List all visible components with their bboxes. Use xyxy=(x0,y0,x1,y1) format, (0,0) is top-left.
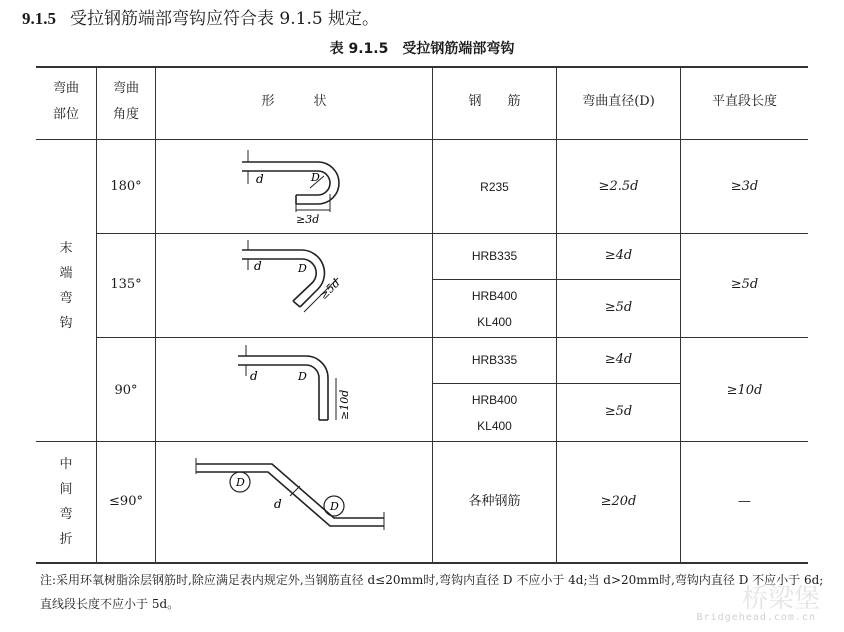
label-d-135: d xyxy=(254,259,262,273)
rebar-135-b: HRB400 KL400 xyxy=(471,289,518,329)
row-rule xyxy=(96,337,808,338)
table-bottom-rule xyxy=(36,562,808,564)
header-angle-line2: 角度 xyxy=(112,107,139,122)
header-angle-line1: 弯曲 xyxy=(112,81,139,96)
rebar-90-a: HRB335 xyxy=(471,353,518,367)
straight-180: ≥3d xyxy=(730,179,759,194)
straight-90: ≥10d xyxy=(726,383,763,398)
rebar-180: R235 xyxy=(480,180,509,194)
header-position-line1: 弯曲 xyxy=(52,81,79,96)
angle-180: 180° xyxy=(110,179,142,194)
angle-90: 90° xyxy=(114,383,138,398)
straight-135: ≥5d xyxy=(730,277,759,292)
rebar-90-b: HRB400 KL400 xyxy=(471,393,518,433)
group-middle-bend: 中 间 弯 折 xyxy=(59,457,73,547)
header-shape: 形 状 xyxy=(261,94,327,109)
header-rebar: 钢 筋 xyxy=(468,94,521,109)
diameter-135-a: ≥4d xyxy=(604,248,633,263)
table-top-rule xyxy=(36,66,808,68)
diameter-180: ≥2.5d xyxy=(598,179,639,194)
section-heading xyxy=(22,4,379,29)
label-d-180: d xyxy=(256,172,264,186)
label-s90: ≥10d xyxy=(338,389,351,420)
table-header-rule xyxy=(36,139,808,140)
diameter-90-b: ≥5d xyxy=(604,404,633,419)
table-note: 注:采用环氧树脂涂层钢筋时,除应满足表内规定外,当钢筋直径 d≤20mm时,弯钩内直径 D 不应小于 4d;当 d>20mm时,弯钩内直径 D 不应小于 6d;直线段长度不应小于 5d。 xyxy=(40,573,824,611)
watermark-url: Bridgehead.com.cn xyxy=(696,612,816,623)
label-D-180: D xyxy=(311,171,320,184)
angle-135: 135° xyxy=(110,277,142,292)
label-D-135: D xyxy=(298,262,307,275)
section-title: 受拉钢筋端部弯钩应符合表 9.1.5 规定。 xyxy=(70,9,380,29)
col-rule xyxy=(155,66,156,563)
label-D-mid-2: D xyxy=(330,500,339,513)
rebar-135-a: HRB335 xyxy=(471,249,518,263)
diameter-mid: ≥20d xyxy=(600,494,637,509)
header-diameter: 弯曲直径(D) xyxy=(582,94,655,109)
straight-mid: — xyxy=(738,494,751,509)
label-s135: ≥5d xyxy=(316,276,343,303)
shape-diagram-middle xyxy=(184,452,400,536)
label-s180: ≥3d xyxy=(296,213,320,226)
header-straight: 平直段长度 xyxy=(711,94,777,109)
group-end-hook: 末 端 弯 钩 xyxy=(59,241,73,331)
section-number: 9.1.5 xyxy=(22,9,56,28)
shape-diagram-90 xyxy=(226,340,366,434)
watermark-logo: 桥梁堡 xyxy=(741,584,820,614)
header-position-line2: 部位 xyxy=(52,107,79,122)
shape-diagram-180 xyxy=(230,144,360,228)
row-rule xyxy=(36,441,808,442)
label-d-mid: d xyxy=(274,497,282,511)
rebar-mid: 各种钢筋 xyxy=(468,494,521,509)
shape-diagram-135 xyxy=(230,236,370,326)
row-rule xyxy=(96,233,808,234)
header-position xyxy=(36,76,96,128)
label-D-90: D xyxy=(298,370,307,383)
table-caption: 表 9.1.5 受拉钢筋端部弯钩 xyxy=(329,41,515,57)
diameter-135-b: ≥5d xyxy=(604,300,633,315)
angle-mid: ≤90° xyxy=(109,494,143,509)
label-D-mid-1: D xyxy=(236,476,245,489)
label-d-90: d xyxy=(250,369,258,383)
diameter-90-a: ≥4d xyxy=(604,352,633,367)
header-angle xyxy=(97,76,155,128)
